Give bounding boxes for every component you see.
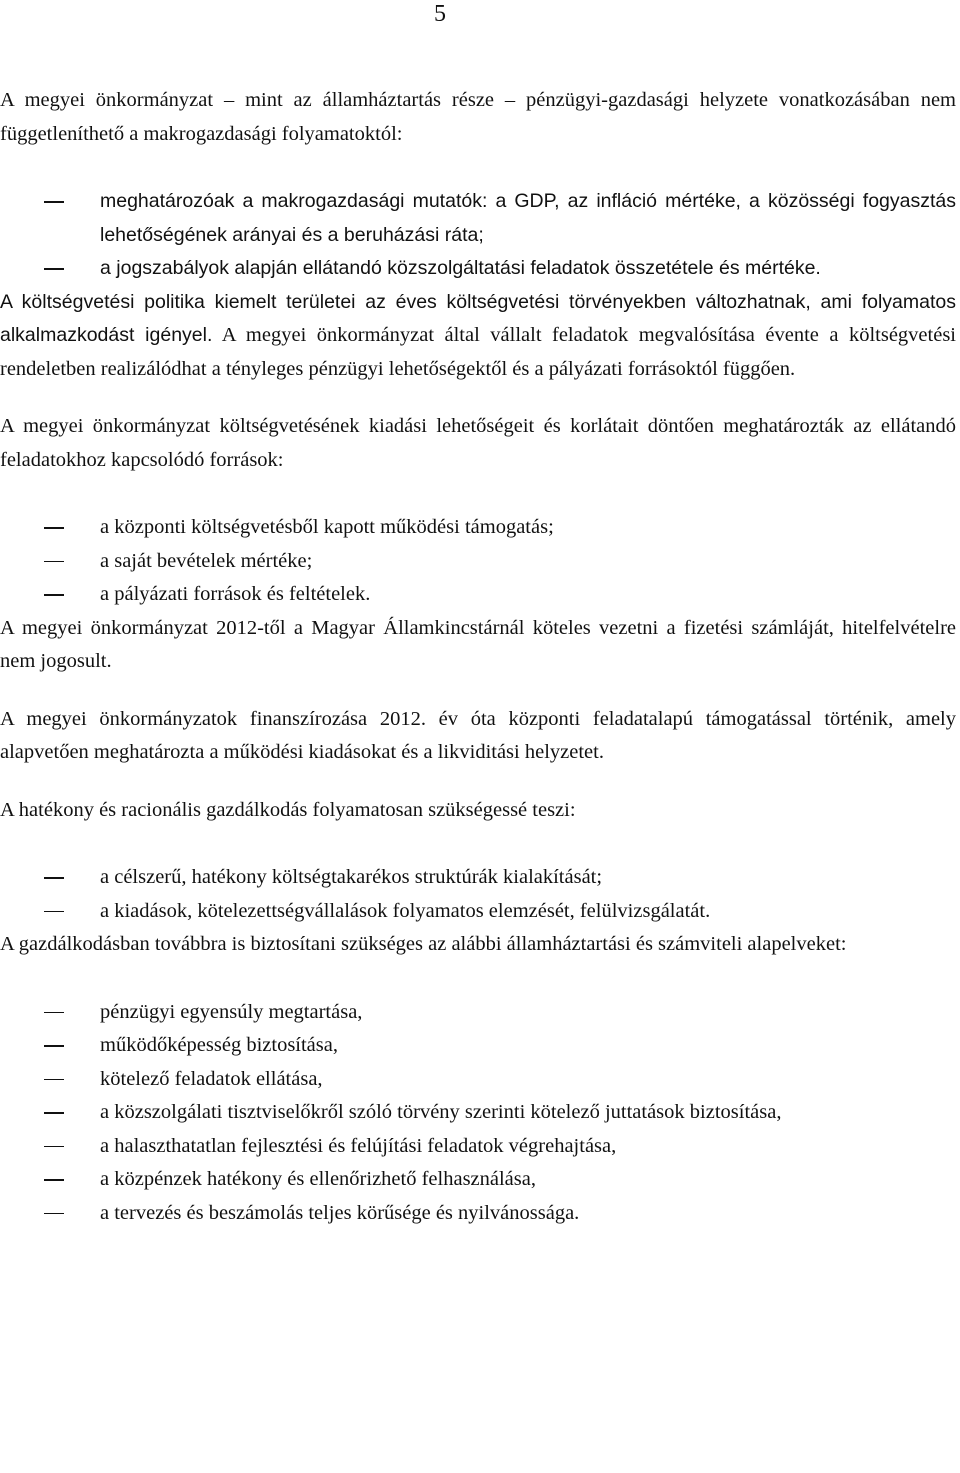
- list-item: kötelező feladatok ellátása,: [0, 1063, 956, 1097]
- list-item: működőképesség biztosítása,: [0, 1029, 956, 1063]
- page-number: 5: [434, 1, 446, 27]
- list-item: a pályázati források és feltételek.: [0, 578, 956, 612]
- list-item: a jogszabályok alapján ellátandó közszolgáltatási feladatok összetétele és mértéke.: [0, 252, 956, 286]
- list-item: a tervezés és beszámolás teljes körűsége és nyilvánossága.: [0, 1197, 956, 1231]
- paragraph-budget-policy: [0, 286, 956, 387]
- list-item: pénzügyi egyensúly megtartása,: [0, 996, 956, 1030]
- paragraph-intro: A megyei önkormányzat – mint az államháztartás része – pénzügyi-gazdasági helyzete vonatkozásában nem függetleníthető a makrogazdasági folyamatoktól:: [0, 89, 956, 145]
- dash-bullet-icon: [44, 1079, 64, 1081]
- dash-bullet-icon: [44, 594, 64, 596]
- list-item: a közpénzek hatékony és ellenőrizhető felhasználása,: [0, 1163, 956, 1197]
- dash-bullet-icon: [44, 1213, 64, 1215]
- efficiency-list: [0, 861, 956, 928]
- dash-bullet-icon: [44, 201, 64, 203]
- dash-bullet-icon: [44, 1045, 64, 1047]
- dash-bullet-icon: [44, 527, 64, 529]
- dash-bullet-icon: [44, 1179, 64, 1181]
- dash-bullet-icon: [44, 1012, 64, 1014]
- dash-bullet-icon: [44, 877, 64, 879]
- dash-bullet-icon: [44, 268, 64, 270]
- dash-bullet-icon: [44, 561, 64, 563]
- principles-list: [0, 996, 956, 1231]
- list-item: a kiadások, kötelezettségvállalások folyamatos elemzését, felülvizsgálatát.: [0, 895, 956, 929]
- paragraph-principles: A gazdálkodásban továbbra is biztosítani szükséges az alábbi államháztartási és számviteli alapelveket:: [0, 933, 847, 955]
- list-item: a célszerű, hatékony költségtakarékos struktúrák kialakítását;: [0, 861, 956, 895]
- paragraph-expenditure: A megyei önkormányzat költségvetésének kiadási lehetőségeit és korlátait döntően meghatározták az ellátandó feladatokhoz kapcsolódó források:: [0, 415, 956, 471]
- dash-bullet-icon: [44, 911, 64, 913]
- paragraph-efficiency: A hatékony és racionális gazdálkodás folyamatosan szükségessé teszi:: [0, 798, 576, 821]
- list-item: a közszolgálati tisztviselőkről szóló törvény szerinti kötelező juttatások biztosítása,: [0, 1096, 956, 1130]
- paragraph-financing: A megyei önkormányzatok finanszírozása 2012. év óta központi feladatalapú támogatással történik, amely alapvetően meghatározta a működési kiadásokat és a likviditási helyzetet.: [0, 707, 956, 763]
- list-item: a halaszthatatlan fejlesztési és felújítási feladatok végrehajtása,: [0, 1130, 956, 1164]
- dash-bullet-icon: [44, 1146, 64, 1148]
- dash-bullet-icon: [44, 1112, 64, 1114]
- macro-factors-list: [0, 185, 956, 286]
- paragraph-budget-policy-part1: A költségvetési politika kiemelt területei az éves költségvetési törvényekben változhatnak, ami folyamatos alkalmazkodást igényel.: [0, 290, 956, 346]
- paragraph-budget-policy-part2: A megyei önkormányzat által vállalt feladatok megvalósítása évente a költségvetési rendeletben realizálódhat a tényleges pénzügyi lehetőségektől és a pályázati forrásoktól függően.: [0, 324, 956, 380]
- list-item: meghatározóak a makrogazdasági mutatók: a GDP, az infláció mértéke, a közösségi fogyasztás lehetőségének arányai és a beruházási ráta;: [0, 185, 956, 252]
- sources-list: [0, 511, 956, 612]
- document-body: [0, 84, 956, 1230]
- list-item: a saját bevételek mértéke;: [0, 545, 956, 579]
- list-item: a központi költségvetésből kapott működési támogatás;: [0, 511, 956, 545]
- paragraph-treasury: A megyei önkormányzat 2012-től a Magyar Államkincstárnál köteles vezetni a fizetési számláját, hitelfelvételre nem jogosult.: [0, 616, 956, 672]
